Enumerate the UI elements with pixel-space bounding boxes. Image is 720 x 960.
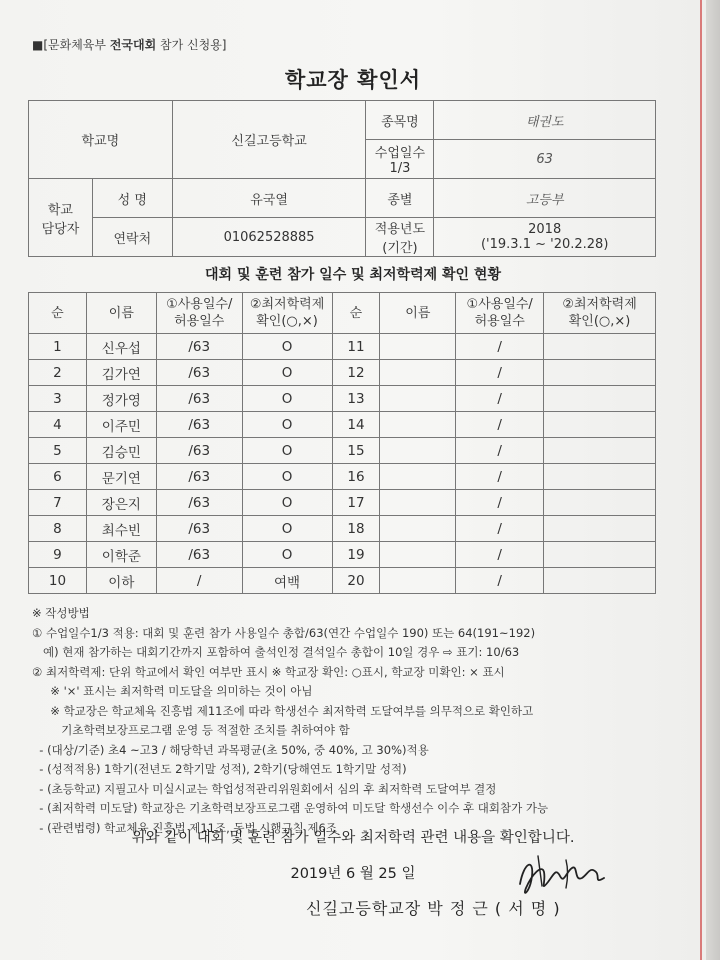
row-check: O [242,412,332,438]
row-num: 8 [29,516,87,542]
instruction-line: ※ 학교장은 학교체육 진흥법 제11조에 따라 학생선수 최저학력 도달여부를 의무적으로 확인하고 [32,703,534,718]
row-check: 여백 [242,568,332,594]
header-min [242,293,332,334]
row-name: 정가영 [86,386,156,412]
row-check: O [242,542,332,568]
school-info-table [28,100,656,257]
year-label-line1: 적용년도 [374,222,426,237]
header-min2-line1: ②최저학력제 [562,297,637,312]
row-days-2: / [456,334,544,360]
type-value: 고등부 [434,179,656,218]
row-name-2 [380,464,456,490]
row-num: 10 [29,568,87,594]
table-header-row [29,293,656,334]
row-check: O [242,334,332,360]
row-num: 7 [29,490,87,516]
row-check-2 [544,490,656,516]
table-row [29,542,656,568]
table-row [29,360,656,386]
handwritten-signature [508,848,618,908]
row-num-2: 16 [332,464,380,490]
row-num-2: 13 [332,386,380,412]
header-days-line1: ①사용일수/ [166,297,233,312]
document-title: 학교장 확인서 [284,68,422,92]
instruction-line: - (성적적용) 1학기(전년도 2학기말 성적), 2학기(당해연도 1학기말 성적) [32,762,407,776]
instruction-line: ① 수업일수1/3 적용: 대회 및 훈련 참가 사용일수 총합/63(연간 수업일수 190) 또는 64(191~192) [32,625,536,640]
row-num-2: 12 [332,360,380,386]
row-days: /63 [156,464,242,490]
row-check: O [242,490,332,516]
writing-instructions [32,604,672,838]
row-name: 김가연 [86,360,156,386]
school-value: 신길고등학교 [172,101,366,179]
row-days-2: / [456,438,544,464]
row-name-2 [380,334,456,360]
row-num-2: 15 [332,438,380,464]
instruction-line: - (최저학력 미도달) 학교장은 기초학력보장프로그램 운영하여 미도달 학생선수 이수 후 대회참가 가능 [32,801,549,815]
row-check-2 [544,464,656,490]
instruction-line: ※ '×' 표시는 최저학력 미도달을 의미하는 것이 아님 [32,684,313,698]
row-num-2: 18 [332,516,380,542]
table-row [29,568,656,594]
row-check-2 [544,334,656,360]
header-num: 순 [29,293,87,334]
row-num: 5 [29,438,87,464]
row-num: 6 [29,464,87,490]
section-subtitle: 대회 및 훈련 참가 일수 및 최저학력제 확인 현황 [205,267,501,283]
name-value: 유국열 [172,179,366,218]
name-label: 성 명 [92,179,172,218]
document-category-tag [32,36,226,53]
signing-date: 2019년 6 월 25 일 [290,866,416,882]
instruction-line: 예) 현재 참가하는 대회기간까지 포함하여 출석인정 결석일수 총합이 10일 경우 ⇨ 표기: 10/63 [32,645,520,659]
row-num: 2 [29,360,87,386]
manager-label [29,179,93,257]
header-days-2 [456,293,544,334]
row-name-2 [380,542,456,568]
row-days-2: / [456,568,544,594]
row-num-2: 14 [332,412,380,438]
instruction-line: ② 최저학력제: 단위 학교에서 확인 여부만 표시 ※ 학교장 확인: ○표시, 학교장 미확인: × 표시 [32,664,505,679]
row-days-2: / [456,412,544,438]
header-name-2: 이름 [380,293,456,334]
row-days: /63 [156,490,242,516]
row-name-2 [380,490,456,516]
row-name: 이주민 [86,412,156,438]
row-num: 3 [29,386,87,412]
table-row [29,412,656,438]
header-days [156,293,242,334]
page-edge-line [700,0,702,960]
year-label [366,218,434,257]
row-num-2: 19 [332,542,380,568]
contact-label: 연락처 [92,218,172,257]
header-min-2 [544,293,656,334]
row-days-2: / [456,542,544,568]
year-value: 2018 [528,222,562,237]
header-days2-line1: ①사용일수/ [466,297,533,312]
header-min2-line2: 확인(○,×) [568,314,631,329]
row-name-2 [380,568,456,594]
row-num-2: 20 [332,568,380,594]
confirmation-statement: 위와 같이 대회 및 훈련 참가 일수와 최저학력 관련 내용을 확인합니다. [131,830,575,846]
instruction-line: - (대상/기준) 초4 ~고3 / 해당학년 과목평균(초 50%, 중 40%, 고 30%)적용 [32,742,429,757]
page-edge-shadow [706,0,720,960]
header-name: 이름 [86,293,156,334]
row-check-2 [544,516,656,542]
row-check: O [242,464,332,490]
row-check-2 [544,360,656,386]
row-days-2: / [456,386,544,412]
row-name: 김승민 [86,438,156,464]
row-num-2: 11 [332,334,380,360]
participation-table [28,292,656,594]
row-days: /63 [156,386,242,412]
year-cell [434,218,656,257]
event-value: 태권도 [434,101,656,140]
tag-bold: 전국대회 [109,38,157,52]
row-name-2 [380,516,456,542]
days-label-line1: 수업일수 [374,146,426,161]
type-label: 종별 [366,179,434,218]
row-name: 신우섭 [86,334,156,360]
tag-suffix: 참가 신청용] [160,38,227,52]
row-name-2 [380,438,456,464]
row-name: 이하 [86,568,156,594]
instruction-line: - (관련법령) 학교체육 진흥법 제11조, 동법 시행규칙 제6조 [32,820,337,835]
days-value: 63 [434,140,656,179]
row-days: /63 [156,334,242,360]
manager-label-line2: 담당자 [41,221,80,237]
row-name: 이학준 [86,542,156,568]
row-days-2: / [456,516,544,542]
row-days-2: / [456,464,544,490]
row-name: 문기연 [86,464,156,490]
row-days: /63 [156,412,242,438]
header-days-line2: 허용일수 [174,314,225,329]
row-check: O [242,386,332,412]
row-name-2 [380,412,456,438]
row-num-2: 17 [332,490,380,516]
row-num: 1 [29,334,87,360]
table-row [29,438,656,464]
instruction-line: - (초등학교) 지필고사 미실시교는 학업성적관리위원회에서 심의 후 최저학력 도달여부 결정 [32,781,497,796]
header-days2-line2: 허용일수 [474,314,525,329]
row-num: 9 [29,542,87,568]
row-days: /63 [156,542,242,568]
row-days: /63 [156,438,242,464]
school-label: 학교명 [29,101,173,179]
row-check-2 [544,568,656,594]
event-label: 종목명 [366,101,434,140]
table-row [29,386,656,412]
row-name: 장은지 [86,490,156,516]
row-name: 최수빈 [86,516,156,542]
table-row [29,516,656,542]
row-check-2 [544,542,656,568]
table-row [29,490,656,516]
row-days: /63 [156,360,242,386]
row-days-2: / [456,360,544,386]
row-days: / [156,568,242,594]
row-check: O [242,516,332,542]
row-check-2 [544,386,656,412]
contact-value: 01062528885 [172,218,366,257]
row-days: /63 [156,516,242,542]
instruction-line: ※ 작성방법 [32,606,90,620]
row-name-2 [380,360,456,386]
days-label [366,140,434,179]
row-name-2 [380,386,456,412]
header-min-line2: 확인(○,×) [256,314,318,329]
header-num-2: 순 [332,293,380,334]
year-label-line2: (기간) [382,241,418,256]
table-row [29,464,656,490]
row-days-2: / [456,490,544,516]
row-check-2 [544,412,656,438]
period-value: ('19.3.1 ~ '20.2.28) [480,237,609,252]
header-min-line1: ②최저학력제 [249,297,325,312]
table-row [29,334,656,360]
principal-signature-line: 신길고등학교장 박 정 근 ( 서 명 ) [306,899,561,918]
row-check: O [242,360,332,386]
days-label-line2: 1/3 [389,161,411,176]
tag-prefix: ■[문화체육부 [32,38,106,52]
instruction-line: 기초학력보장프로그램 운영 등 적절한 조치를 취하여야 함 [32,723,350,737]
row-check-2 [544,438,656,464]
row-check: O [242,438,332,464]
row-num: 4 [29,412,87,438]
manager-label-line1: 학교 [47,202,73,218]
